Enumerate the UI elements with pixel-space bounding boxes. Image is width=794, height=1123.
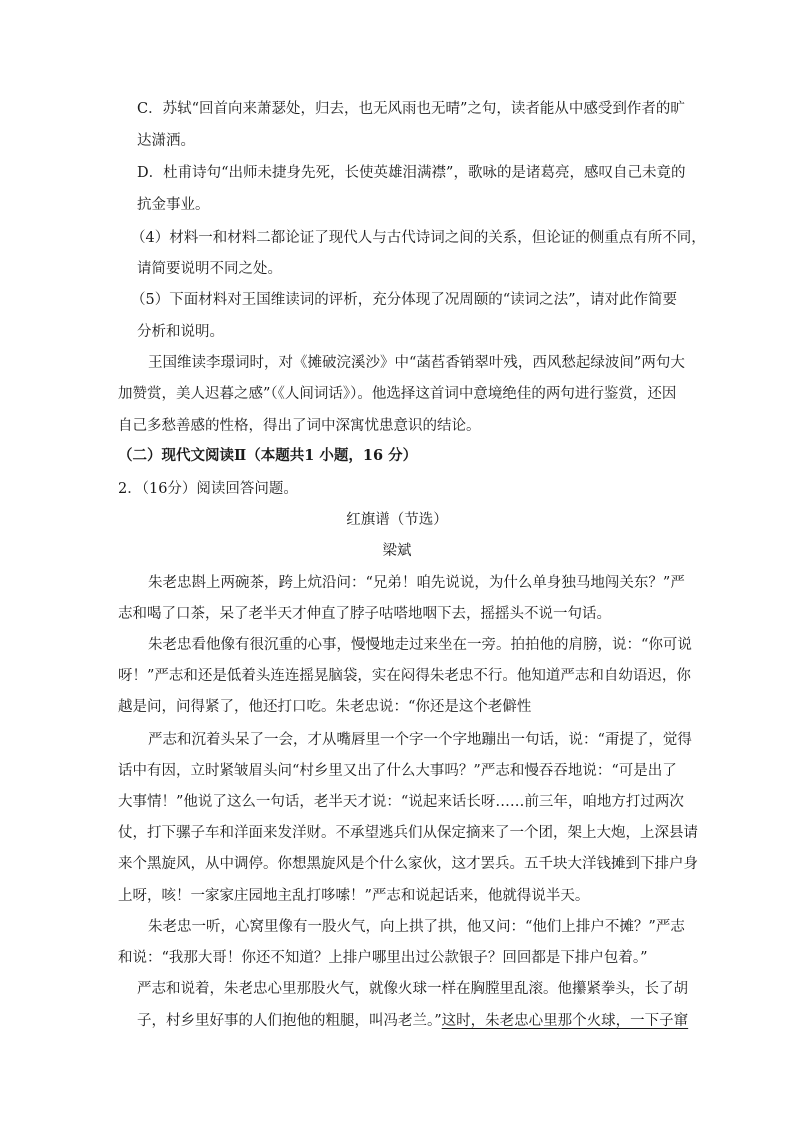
section-heading: （二）现代文阅读Ⅱ（本题共1 小题，16 分）	[118, 447, 418, 464]
passage-p2-line1: 朱老忠看他像有很沉重的心事，慢慢地走过来坐在一旁。拍拍他的肩膀，说：“你可说	[148, 637, 692, 653]
passage-p4-line1: 朱老忠一听，心窝里像有一股火气，向上拱了拱，他又问：“他们上排户不摊？”严志	[148, 919, 685, 935]
passage-p2-line3: 越是问，问得紧了，他还打口吃。朱老忠说：“你还是这个老僻性	[118, 699, 532, 715]
option-c-line1: C．苏轼“回首向来萧瑟处，归去，也无风雨也无晴”之句，读者能从中感受到作者的旷	[137, 101, 685, 117]
question-4-line2: 请简要说明不同之处。	[137, 261, 282, 277]
passage-title: 红旗谱（节选）	[346, 512, 448, 528]
passage-p1-line2: 志和喝了口茶，呆了老半天才伸直了脖子咕嗒地咽下去，摇摇头不说一句话。	[118, 606, 611, 622]
question-4-line1: （4）材料一和材料二都论证了现代人与古代诗词之间的关系，但论证的侧重点有所不同，	[131, 230, 706, 246]
option-c-line2: 达潇洒。	[137, 133, 195, 149]
question-5-line2: 分析和说明。	[137, 324, 224, 340]
passage-p5-line1: 严志和说着，朱老忠心里那股火气，就像火球一样在胸膛里乱滚。他攥紧拳头，长了胡	[137, 981, 688, 997]
material-line2: 加赞赏，美人迟暮之感”（《人间词话》）。他选择这首词中意境绝佳的两句进行鉴赏，还因	[118, 386, 677, 402]
passage-p3-line3: 大事情！”他说了这么一句话，老半天才说：“说起来话长呀……前三年，咱地方打过两次	[118, 794, 684, 810]
passage-p3-line6: 上呀，咳！一家家庄园地主乱打哆嗦！”严志和说起话来，他就得说半天。	[118, 888, 590, 904]
passage-p3-line5: 来个黑旋风，从中调停。你想黑旋风是个什么家伙，这才罢兵。五千块大洋钱摊到下排户身	[118, 856, 698, 872]
option-d-line1: D．杜甫诗句“出师未捷身先死，长使英雄泪满襟”，歌咏的是诸葛亮，感叹自己未竟的	[137, 165, 686, 181]
option-d-line2: 抗金事业。	[137, 197, 210, 213]
passage-p4-line2: 和说：“我那大哥！你还不知道？上排户哪里出过公款银子？回回都是下排户包着。”	[118, 950, 648, 966]
passage-p1-line1: 朱老忠斟上两碗茶，跨上炕沿问：“兄弟！咱先说说，为什么单身独马地闯关东？”严	[148, 575, 685, 591]
passage-p3-line4: 仗，打下骡子车和洋面来发洋财。不承望逃兵们从保定摘来了一个团，架上大炮，上深县请	[118, 825, 698, 841]
passage-p3-line2: 话中有因，立时紧皱眉头问“村乡里又出了什么大事吗？”严志和慢吞吞地说：“可是出了	[118, 763, 677, 779]
passage-author: 梁斌	[382, 543, 412, 559]
passage-p5-line2	[137, 1011, 688, 1031]
passage-p3-line1: 严志和沉着头呆了一会，才从嘴唇里一个字一个字地蹦出一句话，说：“甭提了，觉得	[148, 732, 692, 748]
material-line3: 自己多愁善感的性格，得出了词中深寓忧患意识的结论。	[118, 418, 481, 434]
passage-p2-line2: 呀！”严志和还是低着头连连摇晃脑袋，实在闷得朱老忠不行。他知道严志和自幼语迟，你	[118, 668, 691, 684]
underlined-excerpt: 这时，朱老忠心里那个火球，一下子窜	[441, 1013, 689, 1029]
question-2-prompt: 2．（16分）阅读回答问题。	[118, 481, 298, 497]
passage-p5-line2-text: 子，村乡里好事的人们抱他的粗腿，叫冯老兰。”	[137, 1013, 442, 1029]
question-5-line1: （5）下面材料对王国维读词的评析，充分体现了况周颐的“读词之法”，请对此作简要	[131, 292, 678, 308]
material-line1: 王国维读李璟词时，对《摊破浣溪沙》中“菡萏香销翠叶残，西风愁起绿波间”两句大	[148, 355, 685, 371]
